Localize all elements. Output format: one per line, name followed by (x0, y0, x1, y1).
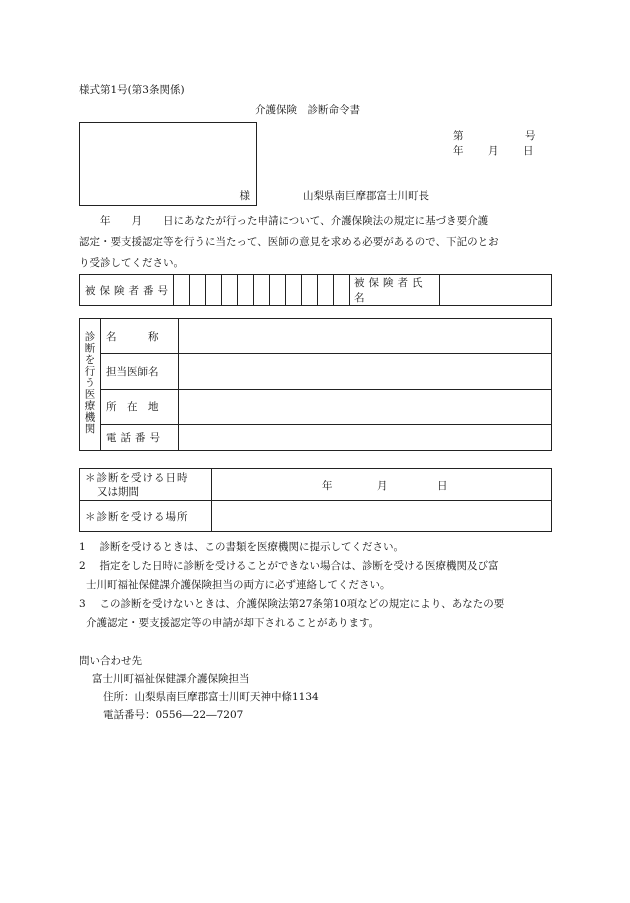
insured-table (79, 274, 552, 306)
note-continuation: 介護認定・要支援認定等の申請が却下されることがあります。 (86, 617, 380, 629)
insured-number-label: 被保険者番号 (80, 275, 174, 306)
note-text: 診断を受けるときは、この書類を医療機関に提示してください。 (99, 541, 405, 553)
insured-digit[interactable] (206, 275, 222, 306)
addressee-suffix: 様 (239, 190, 250, 202)
insured-digit[interactable] (302, 275, 318, 306)
addressee-box (79, 122, 257, 206)
institution-group-cell (80, 319, 101, 451)
datetime-value[interactable] (212, 469, 552, 501)
insured-digit[interactable] (270, 275, 286, 306)
date-year: 年 (453, 145, 464, 157)
note-text: 指定をした日時に診断を受けることができない場合は、診断を受ける医療機関及び富 (99, 560, 499, 572)
datetime-label-cell (80, 469, 212, 501)
body-line-2: 認定・要支援認定等を行うに当たって、医師の意見を求める必要があるので、下記のとお (79, 236, 499, 248)
form-number: 様式第1号(第3条関係) (79, 84, 185, 96)
institution-name-value[interactable] (179, 319, 552, 354)
number-suffix: 号 (525, 130, 536, 142)
body-line-1: 年 月 日にあなたが行った申請について、介護保険法の規定に基づき要介護 (79, 215, 489, 227)
institution-name-label: 名 称 (101, 319, 179, 354)
document-title: 介護保険 診断命令書 (255, 104, 360, 116)
insured-name-label: 被保険者氏名 (350, 275, 440, 306)
insured-digit[interactable] (190, 275, 206, 306)
note-continuation: 士川町福祉保健課介護保険担当の両方に必ず連絡してください。 (86, 579, 391, 591)
insured-digit[interactable] (334, 275, 350, 306)
insured-digit[interactable] (254, 275, 270, 306)
body-line-3: り受診してください。 (79, 257, 184, 269)
doctor-name-value[interactable] (179, 354, 552, 389)
insured-digit[interactable] (174, 275, 190, 306)
institution-table (79, 318, 552, 451)
contact-department: 富士川町福祉保健課介護保険担当 (92, 673, 250, 685)
date-month: 月 (488, 145, 499, 157)
doctor-name-label: 担当医師名 (101, 354, 179, 389)
issuer: 山梨県南巨摩郡富士川町長 (303, 190, 429, 202)
note-number: 3 (79, 598, 86, 610)
note-item (79, 538, 557, 557)
note-number: 1 (79, 541, 86, 553)
note-number: 2 (79, 560, 86, 572)
contact-phone: 電話番号：0556―22―7207 (103, 709, 244, 721)
note-item (79, 595, 557, 614)
note-item (79, 557, 557, 576)
address-value[interactable] (179, 389, 552, 424)
contact-heading: 問い合わせ先 (79, 655, 142, 667)
insured-digit[interactable] (318, 275, 334, 306)
schedule-year: 年 (322, 480, 333, 492)
address-label: 所 在 地 (101, 389, 179, 424)
notes (79, 538, 557, 633)
place-label: ＊診断を受ける場所 (80, 501, 212, 532)
note-text: この診断を受けないときは、介護保険法第27条第10項などの規定により、あなたの要 (99, 598, 505, 610)
institution-group-label: 診断を行う医療機関 (83, 331, 96, 435)
schedule-day: 日 (437, 480, 448, 492)
place-value[interactable] (212, 501, 552, 532)
phone-value[interactable] (179, 424, 552, 450)
body-paragraph (79, 211, 552, 274)
schedule-table (79, 468, 552, 532)
insured-digit[interactable] (222, 275, 238, 306)
date-day: 日 (523, 145, 534, 157)
datetime-label-line1: ＊診断を受ける日時 (85, 471, 189, 484)
insured-digit[interactable] (286, 275, 302, 306)
schedule-month: 月 (377, 480, 388, 492)
insured-digit[interactable] (238, 275, 254, 306)
datetime-label-line2: 又は期間 (97, 485, 139, 498)
number-label: 第 (453, 130, 464, 142)
insured-name-value[interactable] (440, 275, 552, 306)
phone-label: 電話番号 (101, 424, 179, 450)
contact-address: 住所：山梨県南巨摩郡富士川町天神中條1134 (103, 691, 319, 703)
